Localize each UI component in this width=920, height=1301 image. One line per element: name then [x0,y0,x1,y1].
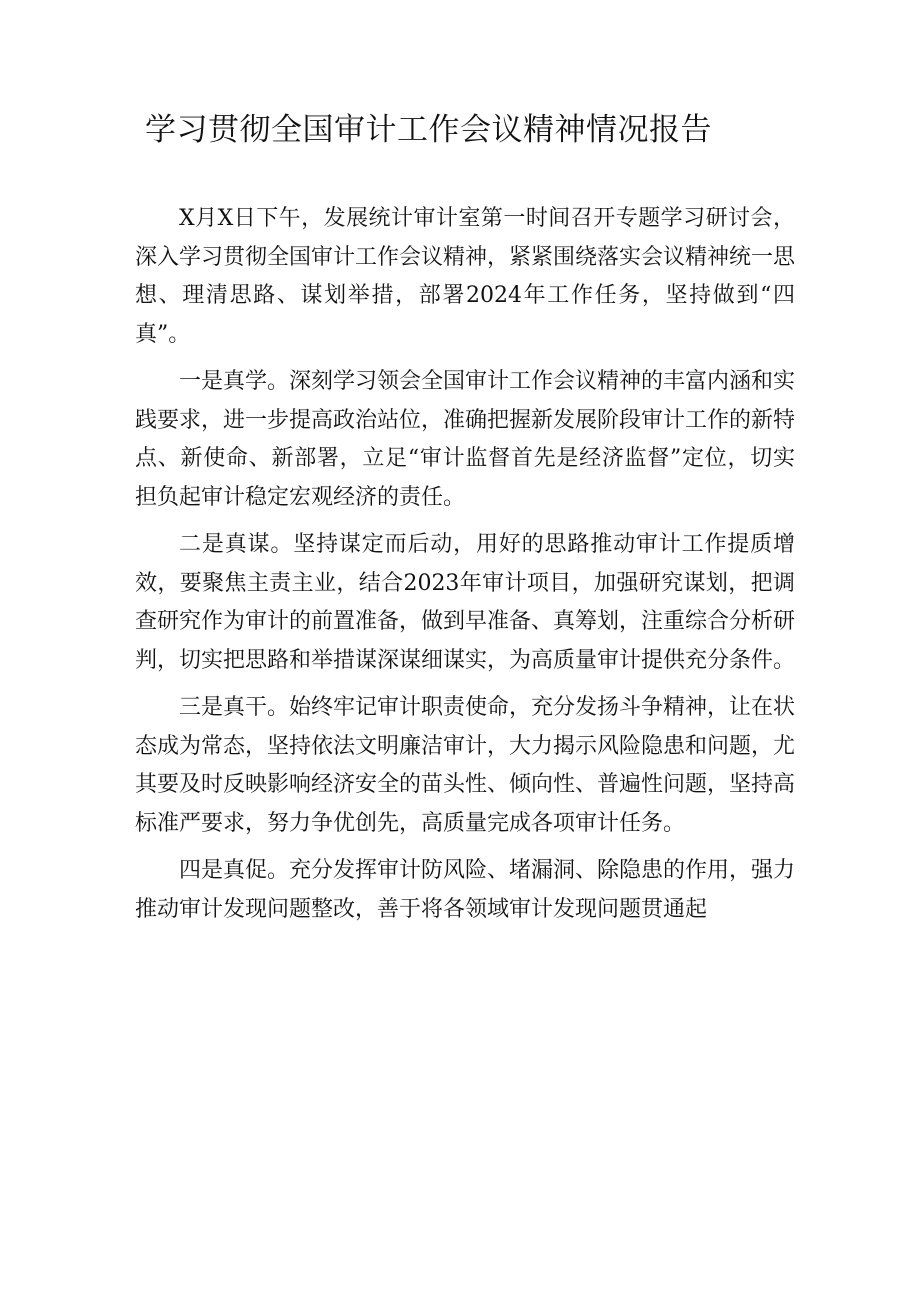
document-body [135,200,795,938]
paragraph-act: 三是真干。始终牢记审计职责使命，充分发扬斗争精神，让在状态成为常态，坚持依法文明廉洁审计，大力揭示风险隐患和问题，尤其要及时反映影响经济安全的苗头性、倾向性、普遍性问题，坚持高标准严要求，努力争优创先，高质量完成各项审计任务。 [135,695,796,836]
document-title: 学习贯彻全国审计工作会议精神情况报告 [145,112,712,148]
paragraph-plan: 二是真谋。坚持谋定而后动，用好的思路推动审计工作提质增效，要聚焦主责主业，结合2023年审计项目，加强研究谋划，把调查研究作为审计的前置准备，做到早准备、真筹划，注重综合分析研判，切实把思路和举措谋深谋细谋实，为高质量审计提供充分条件。 [135,532,796,673]
paragraph-intro: X月X日下午，发展统计审计室第一时间召开专题学习研讨会，深入学习贯彻全国审计工作会议精神，紧紧围绕落实会议精神统一思想、理清思路、谋划举措，部署2024年工作任务，坚持做到“四真”。 [135,206,796,347]
paragraph-study: 一是真学。深刻学习领会全国审计工作会议精神的丰富内涵和实践要求，进一步提高政治站位，准确把握新发展阶段审计工作的新特点、新使命、新部署，立足“审计监督首先是经济监督”定位，切实担负起审计稳定宏观经济的责任。 [135,369,796,510]
paragraph-promote: 四是真促。充分发挥审计防风险、堵漏洞、除隐患的作用，强力推动审计发现问题整改，善于将各领域审计发现问题贯通起 [135,858,796,922]
